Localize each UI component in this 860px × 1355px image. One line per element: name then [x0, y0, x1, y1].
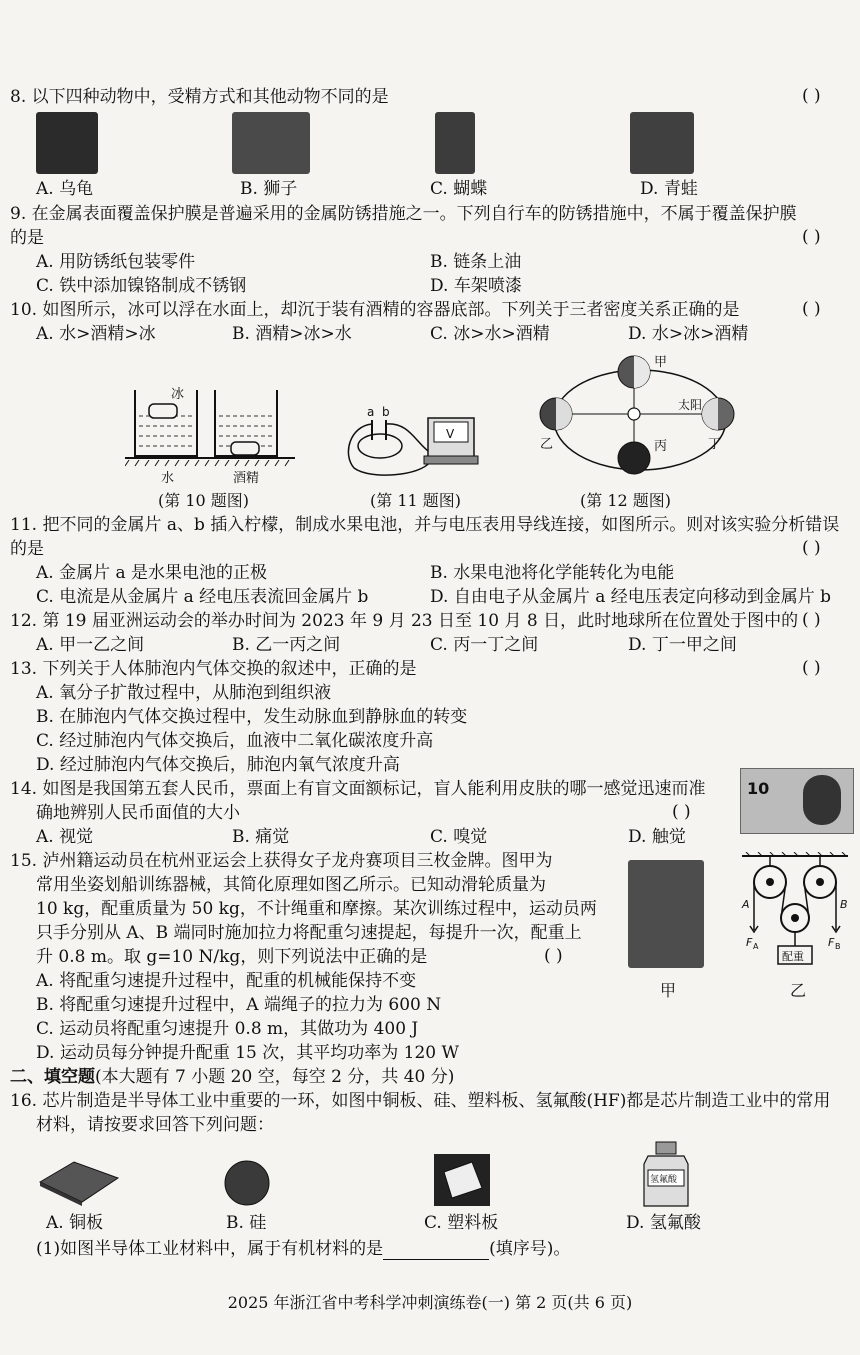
q16-option-a: A. 铜板 — [46, 1213, 104, 1233]
fig11-caption: (第 11 题图) — [370, 491, 462, 510]
q14-option-b: B. 痛觉 — [232, 827, 290, 847]
q10-option-c: C. 冰>水>酒精 — [430, 324, 550, 344]
q16-sub1-suffix: (填序号)。 — [489, 1239, 571, 1259]
fig12-earth-orbit-diagram — [530, 352, 750, 487]
q16-option-b: B. 硅 — [226, 1213, 267, 1233]
fig10-caption: (第 10 题图) — [158, 491, 250, 510]
q11-stem-line2: 的是 — [10, 539, 44, 559]
q13-option-d: D. 经过肺泡内气体交换后，肺泡内氧气浓度升高 — [36, 755, 400, 775]
label-yi: 乙 — [540, 437, 554, 452]
q10-option-d: D. 水>冰>酒精 — [628, 324, 749, 344]
label-ice: 冰 — [171, 387, 185, 402]
q13-answer-bracket: ( ) — [802, 658, 821, 678]
label-weight: 配重 — [782, 950, 804, 963]
section2-title: 二、填空题 — [10, 1067, 95, 1087]
q9-option-a: A. 用防锈纸包装零件 — [36, 252, 196, 272]
fig15-label-yi: 乙 — [790, 981, 807, 1000]
q12-option-a: A. 甲一乙之间 — [36, 635, 145, 655]
label-a: a — [367, 405, 375, 419]
banknote-portrait — [803, 775, 841, 825]
q14-option-d: D. 触觉 — [628, 827, 686, 847]
label-ding: 丁 — [708, 437, 722, 452]
q12-answer-bracket: ( ) — [802, 610, 821, 630]
q16-sub1-answer-blank[interactable] — [383, 1243, 489, 1260]
butterfly-photo — [435, 112, 475, 174]
q16-option-c: C. 塑料板 — [424, 1213, 499, 1233]
fig10-containers-diagram — [125, 380, 300, 490]
q8-answer-bracket: ( ) — [802, 86, 821, 106]
label-alcohol: 酒精 — [233, 471, 260, 486]
q8-option-b: B. 狮子 — [240, 179, 298, 199]
label-FA: F — [746, 936, 753, 949]
q14-option-a: A. 视觉 — [36, 827, 94, 847]
q10-answer-bracket: ( ) — [802, 299, 821, 319]
q13-option-a: A. 氧分子扩散过程中，从肺泡到组织液 — [36, 683, 332, 703]
q16-stem-line2: 材料，请按要求回答下列问题： — [36, 1115, 274, 1135]
q8-option-c: C. 蝴蝶 — [430, 179, 488, 199]
q9-option-c: C. 铁中添加镍铬制成不锈钢 — [36, 276, 247, 296]
lemon-shape — [358, 434, 402, 458]
q15-stem-line4: 只手分别从 A、B 端同时施加拉力将配重匀速提起，每提升一次，配重上 — [36, 923, 582, 943]
q16-sub1-text: (1)如图半导体工业材料中，属于有机材料的是 — [36, 1239, 384, 1259]
q8-stem: 8. 以下四种动物中，受精方式和其他动物不同的是 — [10, 87, 389, 107]
q16-option-d: D. 氢氟酸 — [626, 1213, 701, 1233]
q16-sub1 — [36, 1238, 570, 1260]
q15-stem-line3: 10 kg，配重质量为 50 kg，不计绳重和摩擦。某次训练过程中，运动员两 — [36, 899, 597, 919]
hydrofluoric-acid-bottle-image — [636, 1140, 696, 1210]
section2-desc: (本大题有 7 小题 20 空，每空 2 分，共 40 分) — [95, 1067, 455, 1087]
fig11-fruit-battery-diagram — [340, 404, 490, 484]
label-v: V — [446, 427, 455, 441]
banknote-value: 10 — [747, 779, 770, 798]
q11-answer-bracket: ( ) — [802, 538, 821, 558]
q14-option-c: C. 嗅觉 — [430, 827, 488, 847]
ice-block-sunk — [231, 442, 259, 455]
q12-option-c: C. 丙一丁之间 — [430, 635, 539, 655]
label-A: A — [742, 898, 750, 911]
q11-option-d: D. 自由电子从金属片 a 经电压表定向移动到金属片 b — [430, 587, 832, 607]
q14-stem-line2: 确地辨别人民币面值的大小 — [36, 803, 240, 823]
lion-photo — [232, 112, 310, 174]
label-FB-sub: B — [835, 942, 841, 951]
fig15-pulley-diagram — [740, 852, 850, 972]
fig15-label-jia: 甲 — [660, 981, 677, 1000]
q12-option-d: D. 丁一甲之间 — [628, 635, 737, 655]
q14-stem-line1: 14. 如图是我国第五套人民币，票面上有盲文面额标记，盲人能利用皮肤的哪一感觉迅速而准 — [10, 779, 706, 799]
bottle-label: 氢氟酸 — [650, 1175, 678, 1185]
fig12-caption: (第 12 题图) — [580, 491, 672, 510]
q9-answer-bracket: ( ) — [802, 227, 821, 247]
q15-option-a: A. 将配重匀速提升过程中，配重的机械能保持不变 — [36, 971, 417, 991]
q8-option-a: A. 乌龟 — [36, 179, 94, 199]
rowing-machine-photo — [628, 860, 704, 968]
q9-stem-line1: 9. 在金属表面覆盖保护膜是普遍采用的金属防锈措施之一。下列自行车的防锈措施中，不属于覆盖保护膜 — [10, 204, 797, 224]
silicon-wafer-image — [222, 1158, 272, 1208]
q13-option-b: B. 在肺泡内气体交换过程中，发生动脉血到静脉血的转变 — [36, 707, 468, 727]
label-FB: F — [828, 936, 835, 949]
label-water: 水 — [161, 471, 175, 486]
q16-stem-line1: 16. 芯片制造是半导体工业中重要的一环，如图中铜板、硅、塑料板、氢氟酸(HF)都是芯片制造工业中的常用 — [10, 1091, 831, 1111]
q9-option-b: B. 链条上油 — [430, 252, 522, 272]
q11-option-b: B. 水果电池将化学能转化为电能 — [430, 563, 675, 583]
label-B: B — [840, 898, 848, 911]
q12-option-b: B. 乙一丙之间 — [232, 635, 341, 655]
q12-stem: 12. 第 19 届亚洲运动会的举办时间为 2023 年 9 月 23 日至 10 月 8 日，此时地球所在位置处于图中的 — [10, 611, 799, 631]
earth-bing — [618, 442, 650, 474]
q13-option-c: C. 经过肺泡内气体交换后，血液中二氧化碳浓度升高 — [36, 731, 434, 751]
q15-stem-line1: 15. 泸州籍运动员在杭州亚运会上获得女子龙舟赛项目三枚金牌。图甲为 — [10, 851, 553, 871]
q14-answer-bracket: ( ) — [672, 802, 691, 822]
q15-answer-bracket: ( ) — [544, 946, 563, 966]
label-bing: 丙 — [654, 439, 668, 454]
plastic-sheet-image — [432, 1152, 492, 1208]
q9-stem-line2: 的是 — [10, 228, 44, 248]
q11-stem-line1: 11. 把不同的金属片 a、b 插入柠檬，制成水果电池，并与电压表用导线连接，如图所示。则对该实验分析错误 — [10, 515, 840, 535]
sun-icon — [628, 408, 640, 420]
q10-option-b: B. 酒精>冰>水 — [232, 324, 352, 344]
turtle-photo — [36, 112, 98, 174]
label-sun: 太阳 — [678, 398, 703, 412]
q15-option-c: C. 运动员将配重匀速提升 0.8 m，其做功为 400 J — [36, 1019, 419, 1039]
q15-stem-line5: 升 0.8 m。取 g=10 N/kg，则下列说法中正确的是 — [36, 947, 428, 967]
banknote-image — [740, 768, 854, 834]
q15-stem-line2: 常用坐姿划船训练器械，其简化原理如图乙所示。已知动滑轮质量为 — [36, 875, 546, 895]
q15-option-b: B. 将配重匀速提升过程中，A 端绳子的拉力为 600 N — [36, 995, 442, 1015]
q10-stem: 10. 如图所示，冰可以浮在水面上，却沉于装有酒精的容器底部。下列关于三者密度关系正确的是 — [10, 300, 740, 320]
label-FA-sub: A — [753, 942, 759, 951]
q11-option-a: A. 金属片 a 是水果电池的正极 — [36, 563, 268, 583]
section2-heading — [10, 1066, 454, 1088]
label-b: b — [382, 405, 390, 419]
q13-stem: 13. 下列关于人体肺泡内气体交换的叙述中，正确的是 — [10, 659, 417, 679]
page-footer: 2025 年浙江省中考科学冲刺演练卷(一) 第 2 页(共 6 页) — [227, 1293, 633, 1312]
copper-plate-image — [34, 1158, 122, 1208]
frog-photo — [630, 112, 694, 174]
q8-option-d: D. 青蛙 — [640, 179, 698, 199]
label-jia: 甲 — [654, 355, 668, 370]
ice-block-floating — [149, 404, 177, 418]
q9-option-d: D. 车架喷漆 — [430, 276, 522, 296]
q10-option-a: A. 水>酒精>冰 — [36, 324, 156, 344]
q15-option-d: D. 运动员每分钟提升配重 15 次，其平均功率为 120 W — [36, 1043, 459, 1063]
q11-option-c: C. 电流是从金属片 a 经电压表流回金属片 b — [36, 587, 369, 607]
